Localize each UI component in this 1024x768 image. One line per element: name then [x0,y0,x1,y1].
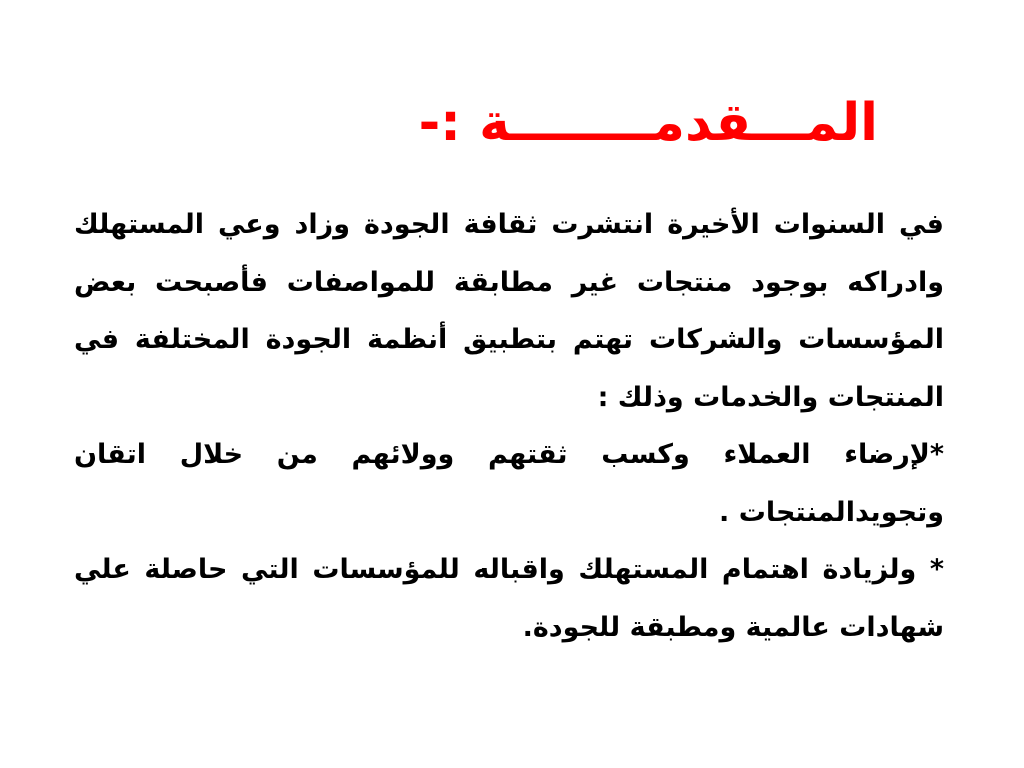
slide-title: المـــقدمــــــــة :- [418,93,878,153]
bullet-customer-satisfaction: *لإرضاء العملاء وكسب ثقتهم وولائهم من خلال اتقان وتجويدالمنتجات . [74,439,944,528]
intro-paragraph: في السنوات الأخيرة انتشرت ثقافة الجودة وزاد وعي المستهلك وادراكه بوجود منتجات غير مطابقة للمواصفات فأصبحت بعض المؤسسات والشركات تهتم بتطبيق أنظمة الجودة المختلفة في المنتجات والخدمات وذلك : [74,209,944,413]
bullet-consumer-interest: * ولزيادة اهتمام المستهلك واقباله للمؤسسات التي حاصلة علي شهادات عالمية ومطبقة للجودة. [74,554,944,643]
slide-body [74,196,944,656]
